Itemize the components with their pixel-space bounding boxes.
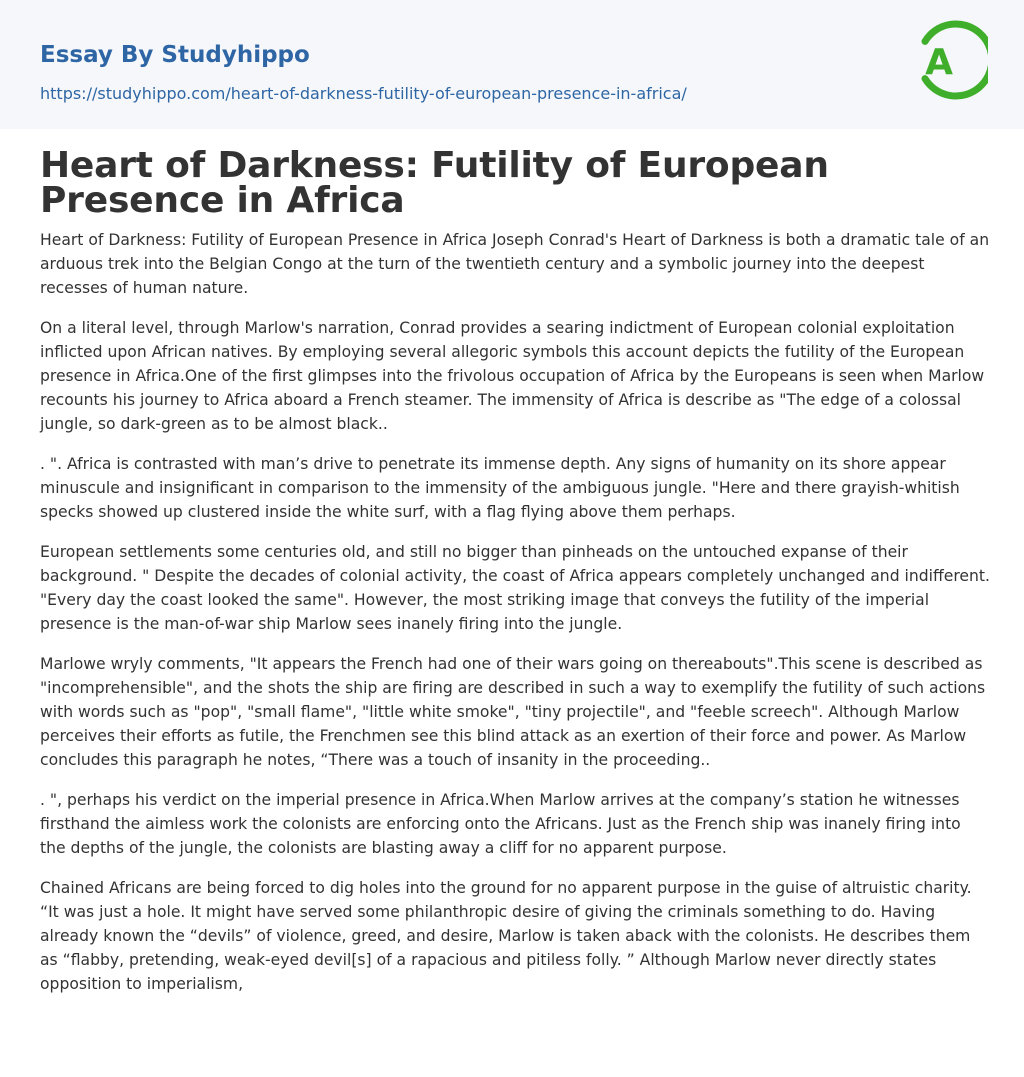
site-header (0, 0, 1024, 129)
page-title: Heart of Darkness: Futility of European Presence in Africa (40, 145, 829, 221)
paragraph: Marlowe wryly comments, "It appears the French had one of their wars going on thereabouts".This scene is described as "incomprehensible", and the shots the ship are firing are described in such a way to exemplify the futility of such actions with words such as "pop", "small flame", "little white smoke", "tiny projectile", and "feeble screech". Although Marlow perceives their efforts as futile, the Frenchmen see this blind attack as an exertion of their force and power. As Marlow concludes this paragraph he notes, “There was a touch of insanity in the proceeding.. (40, 655, 986, 769)
paragraph: Heart of Darkness: Futility of European Presence in Africa Joseph Conrad's Heart of Darkness is both a dramatic tale of an arduous trek into the Belgian Congo at the turn of the twentieth century and a symbolic journey into the deepest recesses of human nature. (40, 231, 990, 297)
paragraph: . ", perhaps his verdict on the imperial presence in Africa.When Marlow arrives at the company’s station he witnesses firsthand the aimless work the colonists are enforcing onto the Africans. Just as the French ship was inanely firing into the depths of the jungle, the colonists are blasting away a cliff for no apparent purpose. (40, 791, 961, 857)
article-body (40, 228, 990, 1012)
paragraph: . ". Africa is contrasted with man’s drive to penetrate its immense depth. Any signs of humanity on its shore appear minuscule and insignificant in comparison to the immensity of the ambiguous jungle. "Here and there grayish-whitish specks showed up clustered inside the white surf, with a flag flying above them perhaps. (40, 455, 960, 521)
brand-title[interactable]: Essay By Studyhippo (40, 42, 310, 68)
paragraph: Chained Africans are being forced to dig holes into the ground for no apparent purpose in the guise of altruistic charity. “It was just a hole. It might have served some philanthropic desire of giving the criminals something to do. Having already known the “devils” of violence, greed, and desire, Marlow is taken aback with the colonists. He describes them as “flabby, pretending, weak-eyed devil[s] of a rapacious and pitiless folly. ” Although Marlow never directly states opposition to imperialism, (40, 879, 972, 993)
paragraph: On a literal level, through Marlow's narration, Conrad provides a searing indictment of European colonial exploitation inflicted upon African natives. By employing several allegoric symbols this account depicts the futility of the European presence in Africa.One of the first glimpses into the frivolous occupation of Africa by the Europeans is seen when Marlow recounts his journey to Africa aboard a French steamer. The immensity of Africa is describe as "The edge of a colossal jungle, so dark-green as to be almost black.. (40, 319, 985, 433)
paragraph: European settlements some centuries old, and still no bigger than pinheads on the untouched expanse of their background. " Despite the decades of colonial activity, the coast of Africa appears completely unchanged and indifferent. "Every day the coast looked the same". However, the most striking image that conveys the futility of the imperial presence is the man-of-war ship Marlow sees inanely firing into the jungle. (40, 543, 990, 633)
logo-letter: A (925, 42, 953, 83)
source-url-link[interactable]: https://studyhippo.com/heart-of-darkness-futility-of-european-presence-in-africa/ (40, 84, 687, 103)
studyhippo-logo-icon[interactable] (908, 18, 988, 106)
